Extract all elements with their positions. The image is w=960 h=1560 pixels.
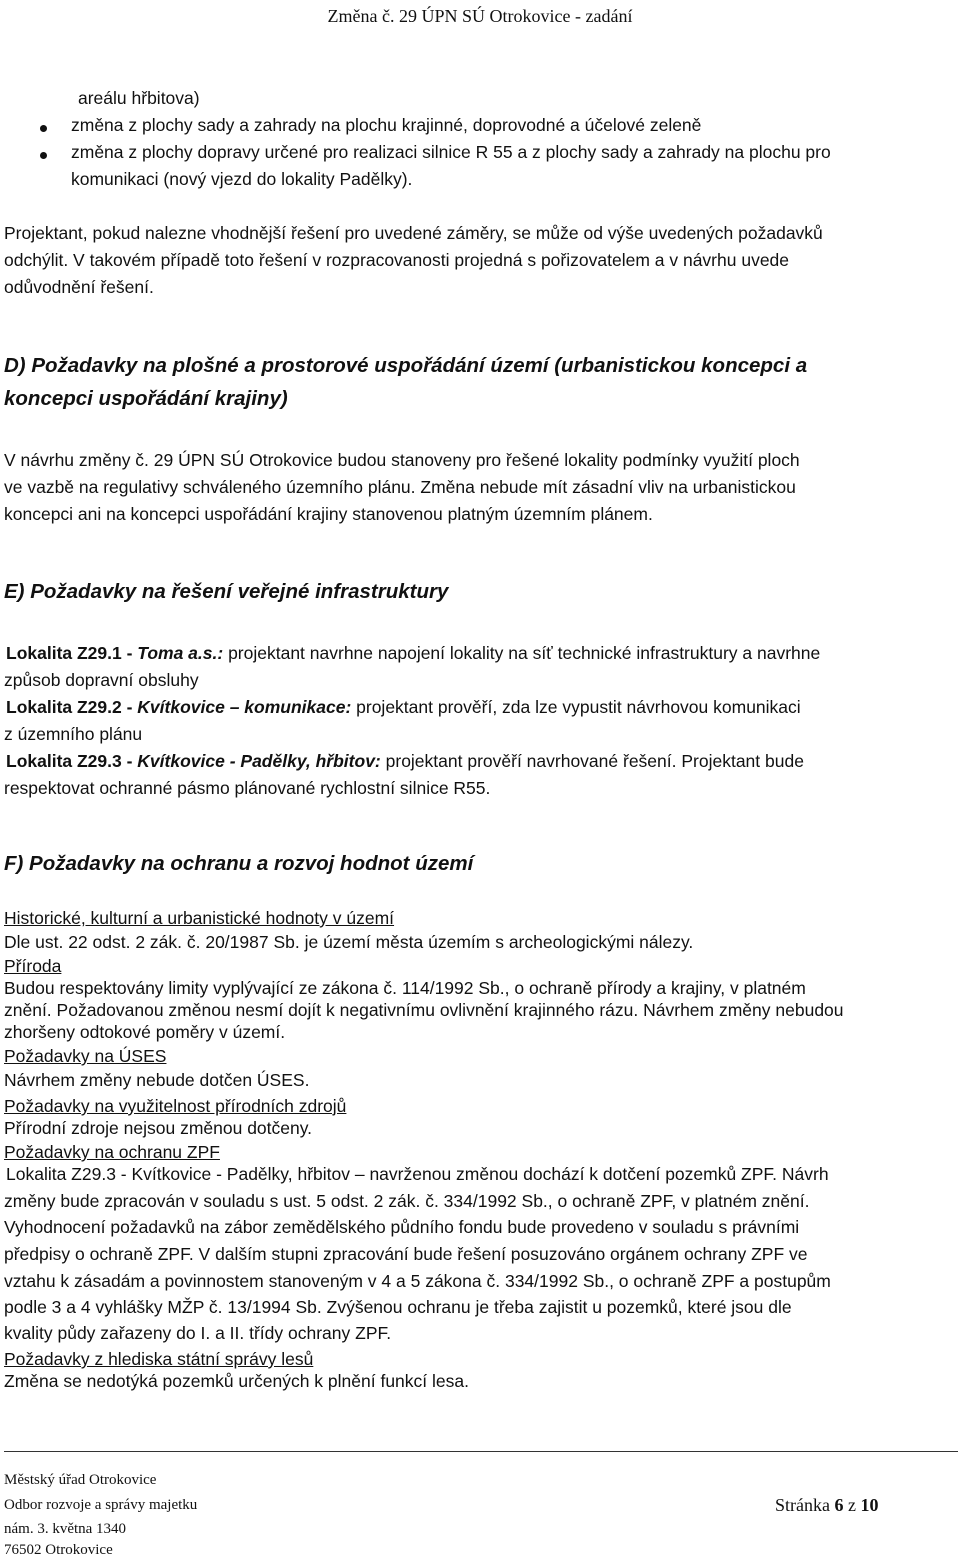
page-prefix: Stránka — [775, 1495, 835, 1515]
subsection-heading: Historické, kulturní a urbanistické hodnoty v území — [4, 908, 395, 928]
paragraph-line: Vyhodnocení požadavků na zábor zemědělského půdního fondu bude provedeno v souladu s právními — [4, 1217, 800, 1237]
locality-name: Kvítkovice – komunikace: — [137, 697, 352, 717]
locality-label: Lokalita Z29.2 - — [6, 697, 138, 717]
paragraph-line: Přírodní zdroje nejsou změnou dotčeny. — [4, 1118, 313, 1138]
paragraph-line: změny bude zpracován v souladu s ust. 5 odst. 2 zák. č. 334/1992 Sb., o ochraně ZPF, v platném znění. — [4, 1191, 810, 1211]
locality-name: Kvítkovice - Padělky, hřbitov: — [137, 751, 381, 771]
footer-office: Městský úřad Otrokovice — [4, 1472, 157, 1488]
section-e-heading: E) Požadavky na řešení veřejné infrastruktury — [4, 580, 449, 603]
list-item-cont: komunikaci (nový vjezd do lokality Padělky). — [71, 169, 413, 189]
locality-z293 — [6, 750, 804, 772]
page-number — [775, 1495, 878, 1516]
paragraph-line: Návrhem změny nebude dotčen ÚSES. — [4, 1070, 310, 1090]
paragraph-line: odchýlit. V takovém případě toto řešení v rozpracovanosti projedná s pořizovatelem a v návrhu uvede — [4, 250, 790, 270]
paragraph-line: předpisy o ochraně ZPF. V dalším stupni zpracování bude řešení posuzováno orgánem ochrany ZPF ve — [4, 1244, 808, 1264]
locality-z292 — [6, 696, 801, 718]
list-item: změna z plochy sady a zahrady na plochu krajinné, doprovodné a účelové zeleně — [71, 115, 702, 135]
locality-text-cont: respektovat ochranné pásmo plánované rychlostní silnice R55. — [4, 778, 491, 798]
paragraph-line: Změna se nedotýká pozemků určených k plnění funkcí lesa. — [4, 1371, 469, 1391]
paragraph-line: ve vazbě na regulativy schváleného územního plánu. Změna nebude mít zásadní vliv na urbanistickou — [4, 477, 796, 497]
subsection-heading: Požadavky na ÚSES — [4, 1046, 167, 1066]
locality-text: projektant prověří navrhované řešení. Projektant bude — [380, 751, 804, 771]
footer-divider — [4, 1451, 958, 1452]
subsection-heading: Požadavky z hlediska státní správy lesů — [4, 1349, 314, 1369]
locality-name: Toma a.s.: — [137, 643, 224, 663]
section-d-heading-cont: koncepci uspořádání krajiny) — [4, 387, 288, 410]
paragraph-line: Lokalita Z29.3 - Kvítkovice - Padělky, hřbitov – navrženou změnou dochází k dotčení pozemků ZPF. Návrh — [6, 1164, 829, 1184]
locality-z291 — [6, 642, 820, 664]
subsection-heading: Požadavky na ochranu ZPF — [4, 1142, 220, 1162]
list-item: změna z plochy dopravy určené pro realizaci silnice R 55 a z plochy sady a zahrady na plochu pro — [71, 142, 831, 162]
locality-text-cont: z územního plánu — [4, 724, 143, 744]
paragraph-line: znění. Požadovanou změnou nesmí dojít k negativnímu ovlivnění krajinného rázu. Návrhem změny nebudou — [4, 1000, 844, 1020]
page-mid: z — [843, 1495, 861, 1515]
page-total: 10 — [860, 1495, 879, 1515]
page-current: 6 — [834, 1495, 844, 1515]
page-header: Změna č. 29 ÚPN SÚ Otrokovice - zadání — [327, 6, 633, 26]
bullet-icon — [40, 152, 47, 159]
section-d-heading: D) Požadavky na plošné a prostorové uspořádání území (urbanistickou koncepci a — [4, 354, 808, 377]
paragraph-line: odůvodnění řešení. — [4, 277, 154, 297]
locality-text-cont: způsob dopravní obsluhy — [4, 670, 199, 690]
paragraph-line: koncepci ani na koncepci uspořádání krajiny stanovenou platným územním plánem. — [4, 504, 653, 524]
locality-text: projektant prověří, zda lze vypustit návrhovou komunikaci — [351, 697, 801, 717]
footer-city: 76502 Otrokovice — [4, 1542, 113, 1558]
paragraph-line: zhoršeny odtokové poměry v území. — [4, 1022, 286, 1042]
paragraph-line: Projektant, pokud nalezne vhodnější řešení pro uvedené záměry, se může od výše uvedených požadavků — [4, 223, 823, 243]
paragraph-line: Dle ust. 22 odst. 2 zák. č. 20/1987 Sb. je území města územím s archeologickými nálezy. — [4, 932, 694, 952]
subsection-heading: Příroda — [4, 956, 62, 976]
bullet-icon — [40, 125, 47, 132]
footer-street: nám. 3. května 1340 — [4, 1521, 127, 1537]
paragraph-line: kvality půdy zařazeny do I. a II. třídy ochrany ZPF. — [4, 1323, 392, 1343]
intro-line: areálu hřbitova) — [78, 88, 200, 108]
paragraph-line: podle 3 a 4 vyhlášky MŽP č. 13/1994 Sb. Zvýšenou ochranu je třeba zajistit u pozemků, které jsou dle — [4, 1297, 792, 1317]
paragraph-line: vztahu k zásadám a povinnostem stanoveným v 4 a 5 zákona č. 334/1992 Sb., o ochraně ZPF a postupům — [4, 1271, 831, 1291]
paragraph-line: Budou respektovány limity vyplývající ze zákona č. 114/1992 Sb., o ochraně přírody a krajiny, v platném — [4, 978, 806, 998]
locality-label: Lokalita Z29.1 - — [6, 643, 138, 663]
footer-department: Odbor rozvoje a správy majetku — [4, 1497, 198, 1513]
paragraph-line: V návrhu změny č. 29 ÚPN SÚ Otrokovice budou stanoveny pro řešené lokality podmínky využití ploch — [4, 450, 800, 470]
locality-text: projektant navrhne napojení lokality na síť technické infrastruktury a navrhne — [223, 643, 821, 663]
subsection-heading: Požadavky na využitelnost přírodních zdrojů — [4, 1096, 347, 1116]
section-f-heading: F) Požadavky na ochranu a rozvoj hodnot území — [4, 852, 474, 875]
locality-label: Lokalita Z29.3 - — [6, 751, 138, 771]
